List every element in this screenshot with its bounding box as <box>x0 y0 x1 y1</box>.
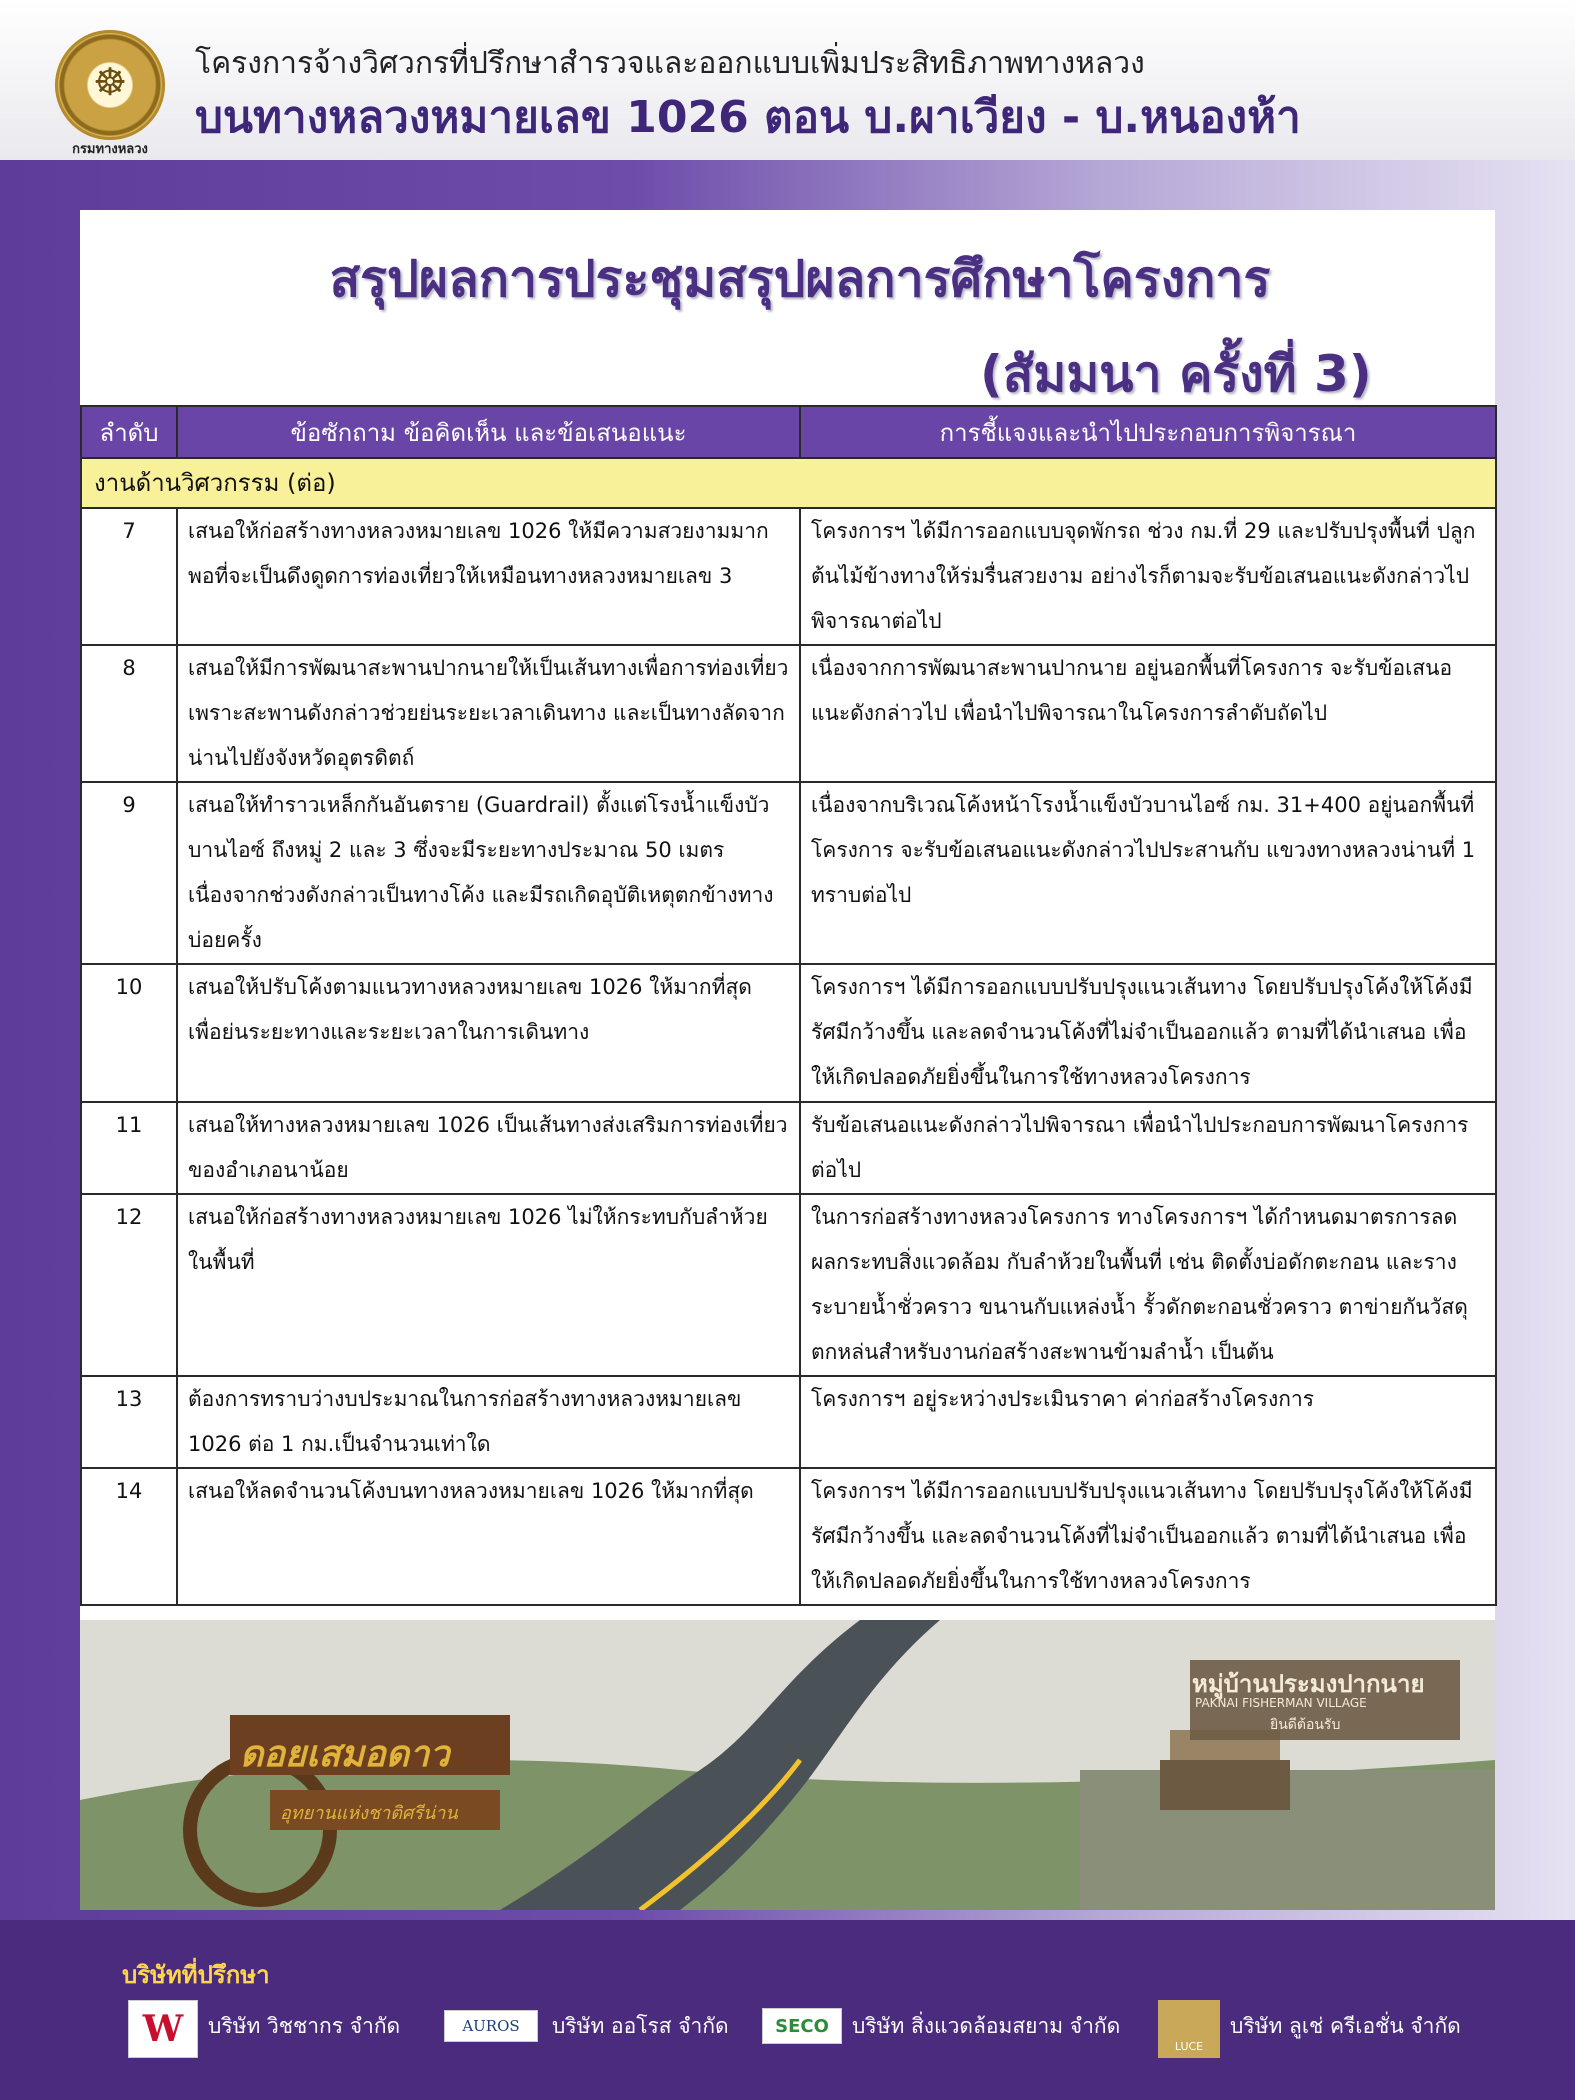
logo-text: AUROS <box>462 2017 520 2035</box>
auros-logo-icon <box>444 2010 538 2042</box>
row-question: เสนอให้ปรับโค้งตามแนวทางหลวงหมายเลข 1026 ให้มากที่สุด เพื่อย่นระยะทางและระยะเวลาในการเดินทาง <box>177 964 800 1102</box>
col-header-question: ข้อซักถาม ข้อคิดเห็น และข้อเสนอแนะ <box>177 406 800 458</box>
col-header-no: ลำดับ <box>81 406 177 458</box>
row-number: 7 <box>81 508 177 645</box>
sign-left-subtext: อุทยานแห่งชาติศรีน่าน <box>280 1803 458 1824</box>
row-answer: โครงการฯ ได้มีการออกแบบปรับปรุงแนวเส้นทาง โดยปรับปรุงโค้งให้โค้งมีรัศมีกว้างขึ้น และลดจำนวนโค้งที่ไม่จำเป็นออกแล้ว ตามที่ได้นำเสนอ เพื่อให้เกิดปลอดภัยยิ่งขึ้นในการใช้ทางหลวงโครงการ <box>800 1468 1496 1605</box>
sign-left-text: ดอยเสมอดาว <box>240 1734 450 1775</box>
emblem-glyph: ☸ <box>92 60 128 104</box>
project-title: บนทางหลวงหมายเลข 1026 ตอน บ.ผาเวียง - บ.หนองห้า <box>195 92 1301 143</box>
row-answer: โครงการฯ อยู่ระหว่างประเมินราคา ค่าก่อสร้างโครงการ <box>800 1376 1496 1468</box>
col-header-answer: การชี้แจงและนำไปประกอบการพิจารณา <box>800 406 1496 458</box>
qa-table <box>80 405 1497 1606</box>
row-question: เสนอให้ก่อสร้างทางหลวงหมายเลข 1026 ไม่ให้กระทบกับลำห้วยในพื้นที่ <box>177 1194 800 1376</box>
department-emblem-icon <box>55 30 165 140</box>
table-row <box>81 508 1496 645</box>
emblem-caption: กรมทางหลวง <box>72 142 148 157</box>
logo-text: W <box>142 2008 184 2050</box>
row-number: 8 <box>81 645 177 782</box>
row-question: เสนอให้มีการพัฒนาสะพานปากนายให้เป็นเส้นทางเพื่อการท่องเที่ยว เพราะสะพานดังกล่าวช่วยย่นระยะเวลาเดินทาง และเป็นทางลัดจากน่านไปยังจังหวัดอุตรดิตถ์ <box>177 645 800 782</box>
luce-logo-icon <box>1158 2000 1220 2058</box>
header-bar <box>0 0 1575 160</box>
row-question: เสนอให้ก่อสร้างทางหลวงหมายเลข 1026 ให้มีความสวยงามมากพอที่จะเป็นดึงดูดการท่องเที่ยวให้เหมือนทางหลวงหมายเลข 3 <box>177 508 800 645</box>
row-answer: โครงการฯ ได้มีการออกแบบปรับปรุงแนวเส้นทาง โดยปรับปรุงโค้งให้โค้งมีรัศมีกว้างขึ้น และลดจำนวนโค้งที่ไม่จำเป็นออกแล้ว ตามที่ได้นำเสนอ เพื่อให้เกิดปลอดภัยยิ่งขึ้นในการใช้ทางหลวงโครงการ <box>800 964 1496 1102</box>
row-answer: โครงการฯ ได้มีการออกแบบจุดพักรถ ช่วง กม.ที่ 29 และปรับปรุงพื้นที่ ปลูกต้นไม้ข้างทางให้ร่มรื่นสวยงาม อย่างไรก็ตามจะรับข้อเสนอแนะดังกล่าวไปพิจารณาต่อไป <box>800 508 1496 645</box>
company-name: บริษัท สิ่งแวดล้อมสยาม จำกัด <box>852 2014 1121 2038</box>
logo-text: LUCE <box>1174 2040 1204 2053</box>
row-number: 13 <box>81 1376 177 1468</box>
row-number: 12 <box>81 1194 177 1376</box>
row-number: 14 <box>81 1468 177 1605</box>
row-question: เสนอให้ทางหลวงหมายเลข 1026 เป็นเส้นทางส่งเสริมการท่องเที่ยวของอำเภอนาน้อย <box>177 1102 800 1194</box>
row-question: เสนอให้ลดจำนวนโค้งบนทางหลวงหมายเลข 1026 ให้มากที่สุด <box>177 1468 800 1605</box>
row-number: 9 <box>81 782 177 964</box>
vichakorn-logo-icon <box>128 2000 198 2058</box>
row-number: 11 <box>81 1102 177 1194</box>
table-row <box>81 1376 1496 1468</box>
table-row <box>81 1194 1496 1376</box>
consultant-label: บริษัทที่ปรึกษา <box>122 1961 270 1989</box>
row-question: ต้องการทราบว่างบประมาณในการก่อสร้างทางหลวงหมายเลข 1026 ต่อ 1 กม.เป็นจำนวนเท่าใด <box>177 1376 800 1468</box>
row-question: เสนอให้ทำราวเหล็กกันอันตราย (Guardrail) ตั้งแต่โรงน้ำแข็งบัวบานไอซ์ ถึงหมู่ 2 และ 3 ซึ่งจะมีระยะทางประมาณ 50 เมตร เนื่องจากช่วงดังกล่าวเป็นทางโค้ง และมีรถเกิดอุบัติเหตุตกข้างทางบ่อยครั้ง <box>177 782 800 964</box>
row-number: 10 <box>81 964 177 1102</box>
page-subtitle: (สัมมนา ครั้งที่ 3) <box>980 345 1372 403</box>
project-subtitle: โครงการจ้างวิศวกรที่ปรึกษาสำรวจและออกแบบเพิ่มประสิทธิภาพทางหลวง <box>195 46 1145 81</box>
section-title: งานด้านวิศวกรรม (ต่อ) <box>81 458 1496 508</box>
company-name: บริษัท ออโรส จำกัด <box>552 2014 729 2038</box>
company-name: บริษัท วิชชากร จำกัด <box>208 2014 401 2038</box>
seco-logo-icon <box>762 2008 842 2044</box>
page-title: สรุปผลการประชุมสรุปผลการศึกษาโครงการ <box>329 250 1271 308</box>
section-row <box>81 458 1496 508</box>
sign-right-subtext: ยินดีต้อนรับ <box>1270 1717 1341 1733</box>
sign-right-english: PAKNAI FISHERMAN VILLAGE <box>1195 1696 1367 1710</box>
logo-text: SECO <box>775 2015 829 2037</box>
sign-right-text: หมู่บ้านประมงปากนาย <box>1192 1670 1425 1698</box>
row-answer: เนื่องจากการพัฒนาสะพานปากนาย อยู่นอกพื้นที่โครงการ จะรับข้อเสนอแนะดังกล่าวไป เพื่อนำไปพิจารณาในโครงการลำดับถัดไป <box>800 645 1496 782</box>
scenery-photo <box>80 1620 1495 1910</box>
company-name: บริษัท ลูเช่ ครีเอชั่น จำกัด <box>1230 2014 1461 2038</box>
table-row <box>81 645 1496 782</box>
row-answer: ในการก่อสร้างทางหลวงโครงการ ทางโครงการฯ ได้กำหนดมาตรการลดผลกระทบสิ่งแวดล้อม กับลำห้วยในพื้นที่ เช่น ติดตั้งบ่อดักตะกอน และรางระบายน้ำชั่วคราว ขนานกับแหล่งน้ำ รั้วดักตะกอนชั่วคราว ตาข่ายกันวัสดุตกหล่นสำหรับงานก่อสร้างสะพานข้ามลำน้ำ เป็นต้น <box>800 1194 1496 1376</box>
table-row <box>81 964 1496 1102</box>
table-row <box>81 782 1496 964</box>
table-row <box>81 1468 1496 1605</box>
table-header-row <box>81 406 1496 458</box>
row-answer: เนื่องจากบริเวณโค้งหน้าโรงน้ำแข็งบัวบานไอซ์ กม. 31+400 อยู่นอกพื้นที่โครงการ จะรับข้อเสนอแนะดังกล่าวไปประสานกับ แขวงทางหลวงน่านที่ 1 ทราบต่อไป <box>800 782 1496 964</box>
row-answer: รับข้อเสนอแนะดังกล่าวไปพิจารณา เพื่อนำไปประกอบการพัฒนาโครงการต่อไป <box>800 1102 1496 1194</box>
table-row <box>81 1102 1496 1194</box>
